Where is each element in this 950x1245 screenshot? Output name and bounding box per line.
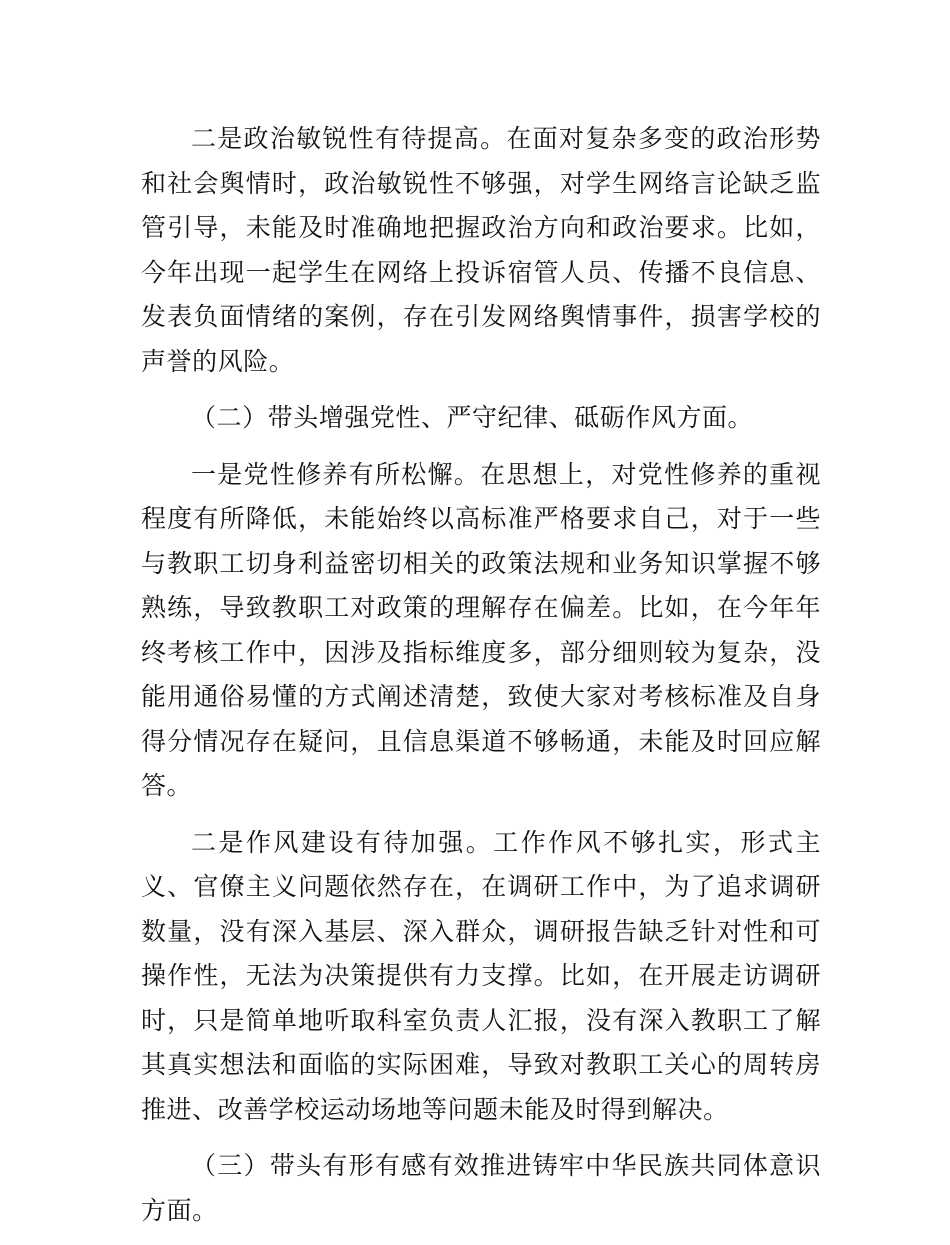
document-body bbox=[141, 117, 821, 1245]
paragraph-party-spirit: 一是党性修养有所松懈。在思想上，对党性修养的重视程度有所降低，未能始终以高标准严格要求自己，对于一些与教职工切身利益密切相关的政策法规和业务知识掌握不够熟练，导致教职工对政策的理解存在偏差。比如，在今年年终考核工作中，因涉及指标维度多，部分细则较为复杂，没能用通俗易懂的方式阐述清楚，致使大家对考核标准及自身得分情况存在疑问，且信息渠道不够畅通，未能及时回应解答。 bbox=[141, 459, 821, 800]
section-heading-2: （二）带头增强党性、严守纪律、砥砺作风方面。 bbox=[191, 403, 754, 432]
section-heading-3: （三）带头有形有感有效推进铸牢中华民族共同体意识方面。 bbox=[141, 1151, 821, 1225]
paragraph-work-style: 二是作风建设有待加强。工作作风不够扎实，形式主义、官僚主义问题依然存在，在调研工作中，为了追求调研数量，没有深入基层、深入群众，调研报告缺乏针对性和可操作性，无法为决策提供有力支撑。比如，在开展走访调研时，只是简单地听取科室负责人汇报，没有深入教职工了解其真实想法和面临的实际困难，导致对教职工关心的周转房推进、改善学校运动场地等问题未能及时得到解决。 bbox=[141, 827, 821, 1124]
paragraph-political-sensitivity: 二是政治敏锐性有待提高。在面对复杂多变的政治形势和社会舆情时，政治敏锐性不够强，对学生网络言论缺乏监管引导，未能及时准确地把握政治方向和政治要求。比如，今年出现一起学生在网络上投诉宿管人员、传播不良信息、发表负面情绪的案例，存在引发网络舆情事件，损害学校的声誉的风险。 bbox=[141, 124, 821, 376]
